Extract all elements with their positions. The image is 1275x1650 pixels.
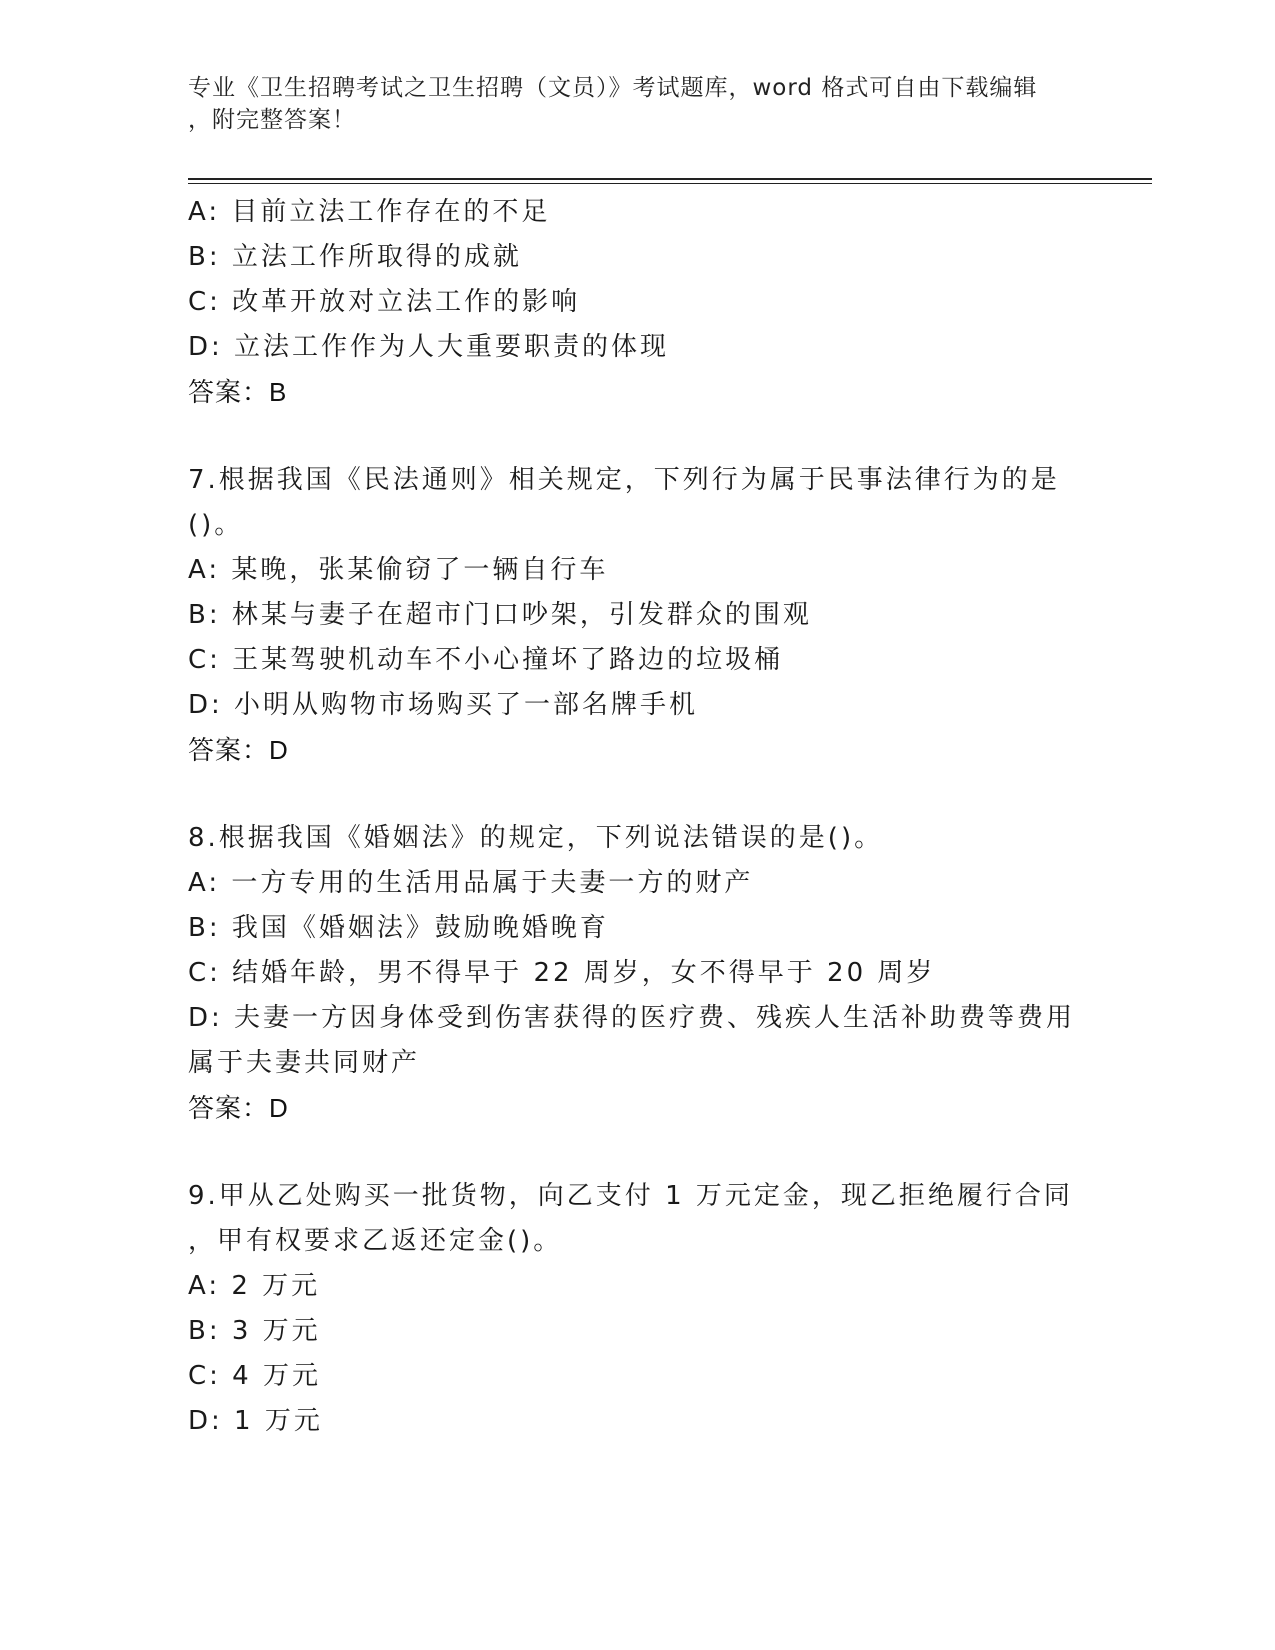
option-b: B: 我国《婚姻法》鼓励晚婚晚育: [188, 913, 609, 943]
header-divider-thin: [188, 183, 1152, 184]
question-list: [188, 190, 1088, 1444]
option-b: B: 3 万元: [188, 1316, 321, 1346]
question-7: [188, 458, 1088, 773]
option-c: C: 改革开放对立法工作的影响: [188, 287, 581, 317]
spacer: [188, 773, 1088, 816]
question-stem-cont: ()。: [188, 510, 244, 540]
header-line-2: ，附完整答案！: [188, 107, 356, 133]
option-c: C: 4 万元: [188, 1361, 321, 1391]
spacer: [188, 1131, 1088, 1174]
answer: 答案：B: [188, 377, 288, 407]
option-a: A: 2 万元: [188, 1271, 321, 1301]
question-stem: 7.根据我国《民法通则》相关规定，下列行为属于民事法律行为的是: [188, 465, 1060, 495]
header-divider-thick: [188, 178, 1152, 180]
option-d-cont: 属于夫妻共同财产: [188, 1048, 421, 1078]
option-d: D: 立法工作作为人大重要职责的体现: [188, 332, 670, 362]
option-b: B: 林某与妻子在超市门口吵架，引发群众的围观: [188, 600, 812, 630]
answer: 答案：D: [188, 735, 289, 765]
question-stem: 8.根据我国《婚姻法》的规定，下列说法错误的是()。: [188, 823, 884, 853]
option-d: D: 小明从购物市场购买了一部名牌手机: [188, 690, 699, 720]
answer: 答案：D: [188, 1093, 289, 1123]
spacer: [188, 415, 1088, 458]
option-a: A: 某晚，张某偷窃了一辆自行车: [188, 555, 609, 585]
option-d: D: 1 万元: [188, 1406, 323, 1436]
header-line-1: 专业《卫生招聘考试之卫生招聘（文员）》考试题库，word 格式可自由下载编辑: [188, 75, 1038, 101]
question-8: [188, 816, 1088, 1131]
page-header: [188, 72, 1068, 136]
option-b: B: 立法工作所取得的成就: [188, 242, 522, 272]
question-6: [188, 190, 1088, 415]
option-c: C: 王某驾驶机动车不小心撞坏了路边的垃圾桶: [188, 645, 784, 675]
question-stem-cont: ，甲有权要求乙返还定金()。: [188, 1226, 563, 1256]
option-c: C: 结婚年龄，男不得早于 22 周岁，女不得早于 20 周岁: [188, 958, 936, 988]
option-a: A: 一方专用的生活用品属于夫妻一方的财产: [188, 868, 754, 898]
option-d: D: 夫妻一方因身体受到伤害获得的医疗费、残疾人生活补助费等费用: [188, 1003, 1076, 1033]
question-9: [188, 1174, 1088, 1444]
option-a: A: 目前立法工作存在的不足: [188, 197, 551, 227]
question-stem: 9.甲从乙处购买一批货物，向乙支付 1 万元定金，现乙拒绝履行合同: [188, 1181, 1073, 1211]
